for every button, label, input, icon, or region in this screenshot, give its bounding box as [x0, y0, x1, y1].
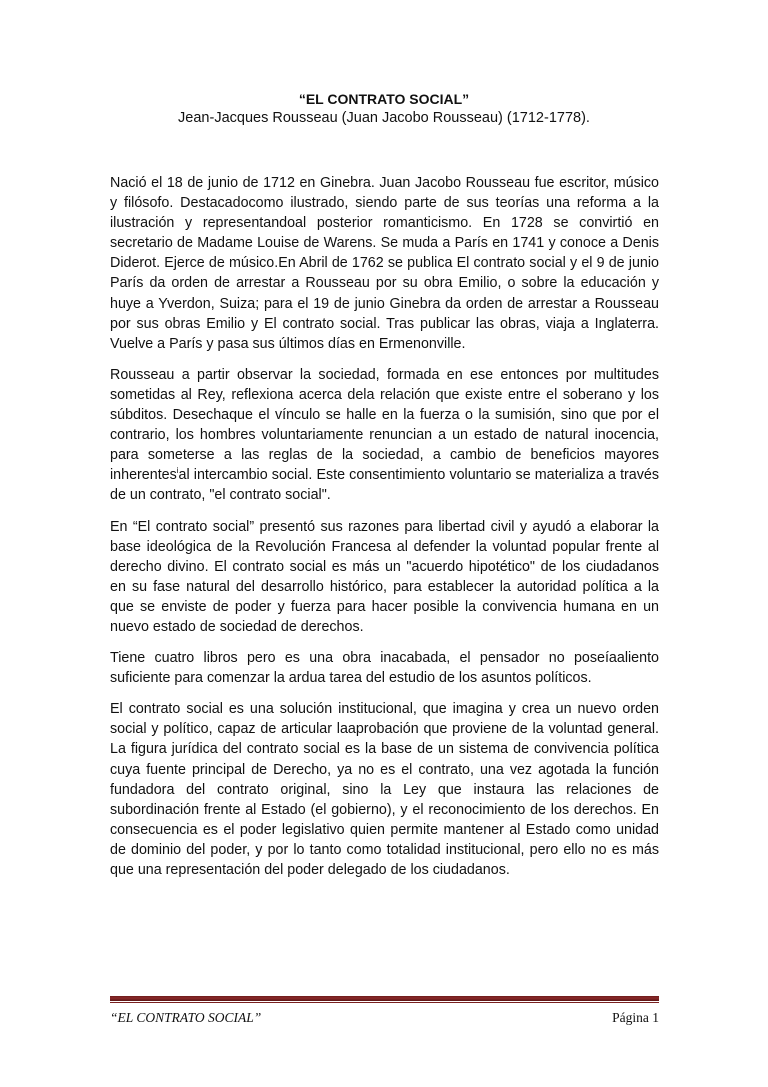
document-subtitle: Jean-Jacques Rousseau (Juan Jacobo Rousseau) (1712-1778).	[178, 110, 590, 126]
footer-title: “EL CONTRATO SOCIAL”	[110, 1010, 262, 1025]
paragraph-society	[110, 365, 659, 506]
footer-rule	[110, 996, 659, 1001]
paragraph-biography: Nació el 18 de junio de 1712 en Ginebra. Juan Jacobo Rousseau fue escritor, músico y filósofo. Destacadocomo ilustrado, siendo parte de sus teorías una reforma a la ilustración y representandoal posterior romanticismo. En 1728 se convirtió en secretario de Madame Louise de Warens. Se muda a París en 1741 y conoce a Denis Diderot. Ejerce de músico.En Abril de 1762 se publica El contrato social y el 9 de junio París da orden de arrestar a Rousseau por su obra Emilio, o sobre la educación y huye a Yverdon, Suiza; para el 19 de junio Ginebra da orden de arrestar a Rousseau por sus obras Emilio y El contrato social. Tras publicar las obras, viaja a Inglaterra. Vuelve a París y pasa sus últimos días en Ermenonville.	[110, 175, 659, 352]
endnote-marker[interactable]: i	[176, 466, 179, 476]
document-header	[110, 90, 658, 128]
document-title: “EL CONTRATO SOCIAL”	[298, 91, 470, 107]
paragraph-revolution: En “El contrato social” presentó sus razones para libertad civil y ayudó a elaborar la base ideológica de la Revolución Francesa al defender la voluntad popular frente al derecho divino. El contrato social es más un "acuerdo hipotético" de los ciudadanos en su fase natural del desarrollo histórico, para establecer la autoridad política a la que se enviste de poder y fuerza para hacer posible la convivencia humana en un nuevo estado de sociedad de derechos.	[110, 518, 659, 635]
paragraph-society-text-b: al intercambio social. Este consentimiento voluntario se materializa a través de un contrato, "el contrato social".	[110, 467, 659, 504]
footer-rule-thin	[110, 1002, 659, 1003]
paragraph-society-text-a: Rousseau a partir observar la sociedad, formada en ese entonces por multitudes sometidas al Rey, reflexiona acerca dela relación que existe entre el soberano y los súbditos. Desechaque el vínculo se halle en la fuerza o la sumisión, sino que por el contrario, los hombres voluntariamente renuncian a un estado de natural inocencia, para someterse a las reglas de la sociedad, a cambio de beneficios mayores inherentes	[110, 366, 659, 484]
page-number: Página 1	[612, 1010, 659, 1025]
paragraph-institutional: El contrato social es una solución institucional, que imagina y crea un nuevo orden social y político, capaz de articular laaprobación que proviene de la voluntad general. La figura jurídica del contrato social es la base de un sistema de convivencia política cuya fuente principal de Derecho, ya no es el contrato, una vez agotada la función fundadora del contrato original, sino la Ley que instaura las relaciones de subordinación frente al Estado (el gobierno), y el reconocimiento de los derechos. En consecuencia es el poder legislativo quien permite mantener al Estado como unidad de dominio del poder, y por lo tanto como totalidad institucional, pero ello no es más que una representación del poder delegado de los ciudadanos.	[110, 701, 659, 878]
paragraph-books: Tiene cuatro libros pero es una obra inacabada, el pensador no poseíaaliento suficiente para comenzar la ardua tarea del estudio de los asuntos políticos.	[110, 650, 659, 687]
document-body	[110, 173, 659, 880]
